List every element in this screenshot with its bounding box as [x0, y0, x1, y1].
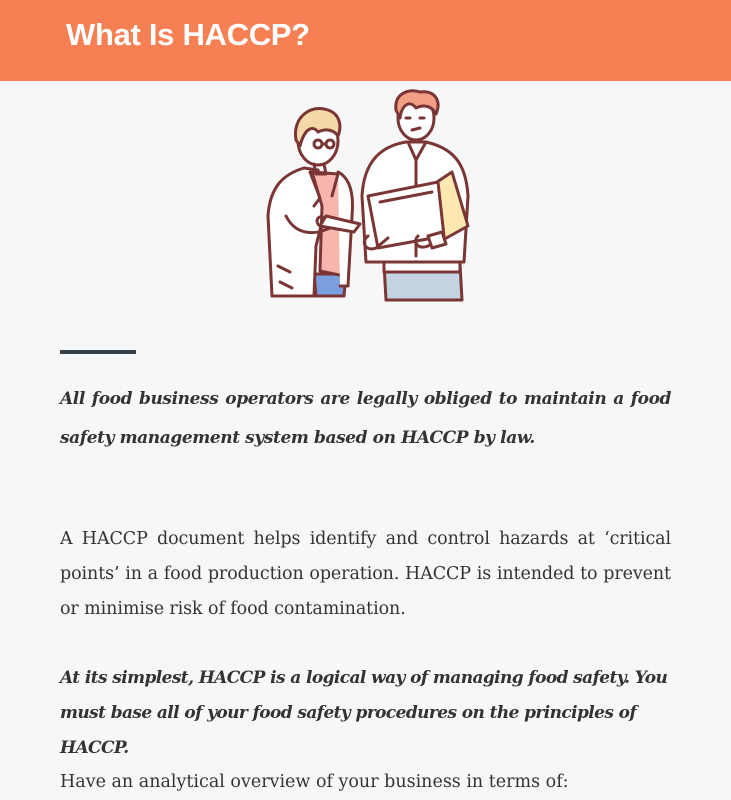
page-title: What Is HACCP? — [66, 17, 310, 52]
two-people-reviewing-document-illustration — [256, 86, 496, 306]
woman-figure — [268, 108, 360, 296]
overview-intro-paragraph: Have an analytical overview of your business in terms of: — [60, 772, 569, 792]
section-divider — [60, 350, 136, 354]
page-header — [0, 0, 731, 81]
haccp-principles-paragraph: At its simplest, HACCP is a logical way of managing food safety. You must base all of your food safety procedures on the principles of HACCP. — [60, 668, 668, 758]
lead-statement: All food business operators are legally obliged to maintain a food safety management system based on HACCP by law. — [60, 389, 671, 448]
man-figure — [362, 91, 468, 300]
haccp-definition-paragraph: A HACCP document helps identify and control hazards at ‘critical points’ in a food production operation. HACCP is intended to prevent or minimise risk of food contamination. — [60, 529, 671, 619]
